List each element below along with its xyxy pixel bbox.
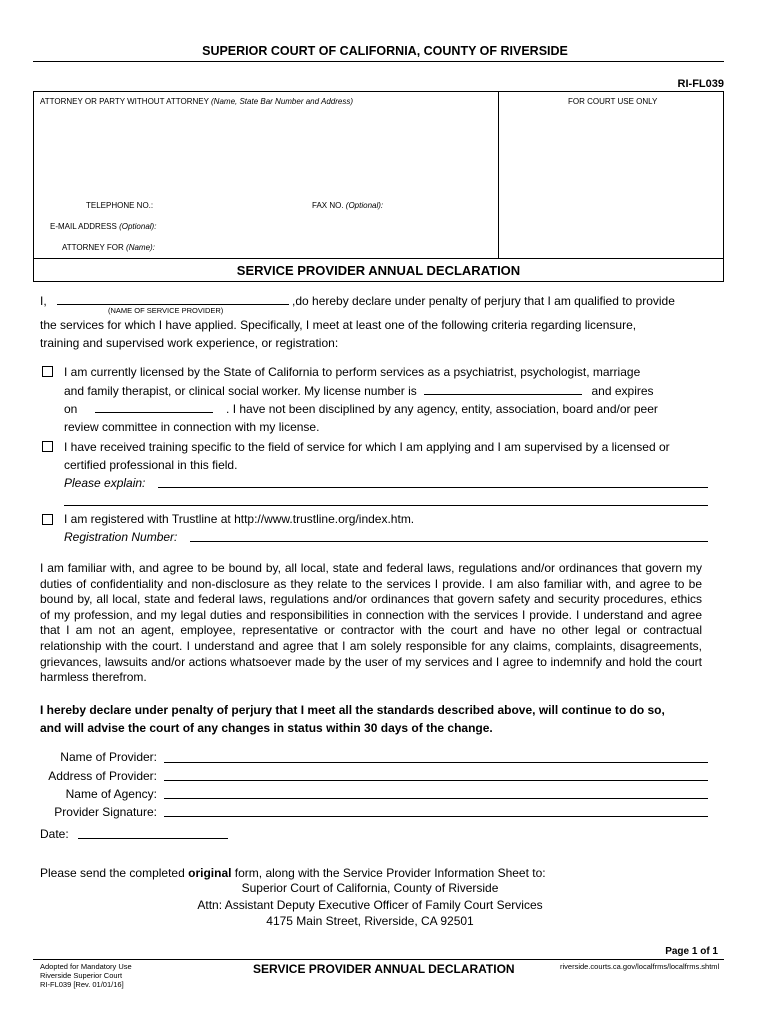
footer-url[interactable]: riverside.courts.ca.gov/localfrms/localfrms.shtml — [560, 962, 720, 971]
registration-number-line[interactable] — [190, 541, 708, 542]
court-use-divider — [498, 91, 499, 259]
training-line-2: certified professional in this field. — [64, 458, 238, 472]
telephone-label: TELEPHONE NO.: — [86, 201, 154, 210]
provider-name-caption: (NAME OF SERVICE PROVIDER) — [108, 306, 224, 315]
provider-name-line[interactable] — [57, 304, 289, 305]
license-line-3: on . I have not been disciplined by any agency, entity, association, board and/or peer — [64, 402, 658, 416]
please-explain-line-2[interactable] — [64, 505, 708, 506]
mailing-instruction: Please send the completed original form, along with the Service Provider Information Sheet to: — [40, 866, 546, 880]
please-explain-label: Please explain: — [64, 476, 146, 490]
address-of-provider-line[interactable] — [164, 780, 708, 781]
court-title: SUPERIOR COURT OF CALIFORNIA, COUNTY OF RIVERSIDE — [202, 44, 568, 58]
attorney-label: ATTORNEY OR PARTY WITHOUT ATTORNEY (Name, State Bar Number and Address) — [40, 97, 353, 106]
intro-line-3: training and supervised work experience, or registration: — [40, 336, 339, 350]
footer-adopted-block — [40, 962, 132, 989]
attorney-for-label: ATTORNEY FOR (Name): — [62, 243, 155, 252]
mailing-line-3: 4175 Main Street, Riverside, CA 92501 — [266, 914, 474, 928]
address-of-provider-label: Address of Provider: — [48, 769, 157, 783]
court-use-label: FOR COURT USE ONLY — [568, 97, 658, 106]
please-explain-line-1[interactable] — [158, 487, 708, 488]
header-divider-line — [33, 61, 724, 62]
footer-rule — [33, 959, 724, 960]
footer-court: Riverside Superior Court — [40, 971, 123, 980]
registration-number-label: Registration Number: — [64, 530, 178, 544]
trustline-checkbox[interactable] — [42, 514, 53, 525]
license-line-2: and family therapist, or clinical social worker. My license number is and expires — [64, 384, 654, 398]
intro-line-2: the services for which I have applied. Specifically, I meet at least one of the following criteria regarding licensure, — [40, 318, 637, 332]
intro-i-label: I, — [40, 294, 47, 308]
intro-declare-text: ,do hereby declare under penalty of perjury that I am qualified to provide — [292, 294, 675, 308]
name-of-provider-label: Name of Provider: — [60, 750, 157, 764]
license-line-4: review committee in connection with my license. — [64, 420, 320, 434]
trustline-line-1: I am registered with Trustline at http://www.trustline.org/index.htm. — [64, 512, 415, 526]
declaration-line-1: I hereby declare under penalty of perjury that I meet all the standards described above, will continue to do so, — [40, 703, 665, 717]
declaration-line-2: and will advise the court of any changes in status within 30 days of the change. — [40, 721, 493, 735]
mailing-line-1: Superior Court of California, County of Riverside — [241, 881, 499, 895]
date-line[interactable] — [78, 838, 228, 839]
provider-signature-line[interactable] — [164, 816, 708, 817]
name-of-provider-line[interactable] — [164, 762, 708, 763]
agreement-paragraph: I am familiar with, and agree to be bound by, all local, state and federal laws, regulations and/or ordinances that govern my duties of confidentiality and non-disclosure as they relate to the services I provide. I am also familiar with, and agree to be bound by, all local, state and federal laws, regulations and/or ordinances that govern safety and security procedures, ethics of my profession, and my legal duties and responsibilities in connection with the services I provide. I understand and agree that I am not an agent, employee, representative or contractor with the court and have no other legal or contractual relationship with the court. I understand and agree that I am solely responsible for any claims, complaints, disagreements, grievances, lawsuits and/or actions whatsoever made by the user of my services and I agree to indemnify and hold the court harmless therefrom. — [40, 561, 702, 685]
footer-title: SERVICE PROVIDER ANNUAL DECLARATION — [253, 962, 515, 976]
form-number: RI-FL039 — [677, 78, 724, 90]
date-label: Date: — [40, 827, 69, 841]
training-line-1: I have received training specific to the field of service for which I am applying and I am supervised by a licensed or — [64, 440, 670, 454]
mailing-line-2: Attn: Assistant Deputy Executive Officer of Family Court Services — [197, 898, 543, 912]
footer-rev: RI-FL039 [Rev. 01/01/16] — [40, 980, 124, 989]
license-number-line[interactable] — [424, 382, 582, 395]
page-number: Page 1 of 1 — [665, 946, 718, 957]
license-line-1: I am currently licensed by the State of California to perform services as a psychiatrist, psychologist, marriage — [64, 365, 641, 379]
attorney-info-box[interactable] — [33, 91, 724, 259]
form-title: SERVICE PROVIDER ANNUAL DECLARATION — [33, 259, 724, 282]
footer-adopted: Adopted for Mandatory Use — [40, 962, 132, 971]
email-label: E-MAIL ADDRESS (Optional): — [50, 222, 157, 231]
license-checkbox[interactable] — [42, 366, 53, 377]
fax-label: FAX NO. (Optional): — [312, 201, 384, 210]
name-of-agency-label: Name of Agency: — [65, 787, 157, 801]
license-expiry-line[interactable] — [95, 400, 213, 413]
provider-signature-label: Provider Signature: — [54, 805, 157, 819]
training-checkbox[interactable] — [42, 441, 53, 452]
name-of-agency-line[interactable] — [164, 798, 708, 799]
